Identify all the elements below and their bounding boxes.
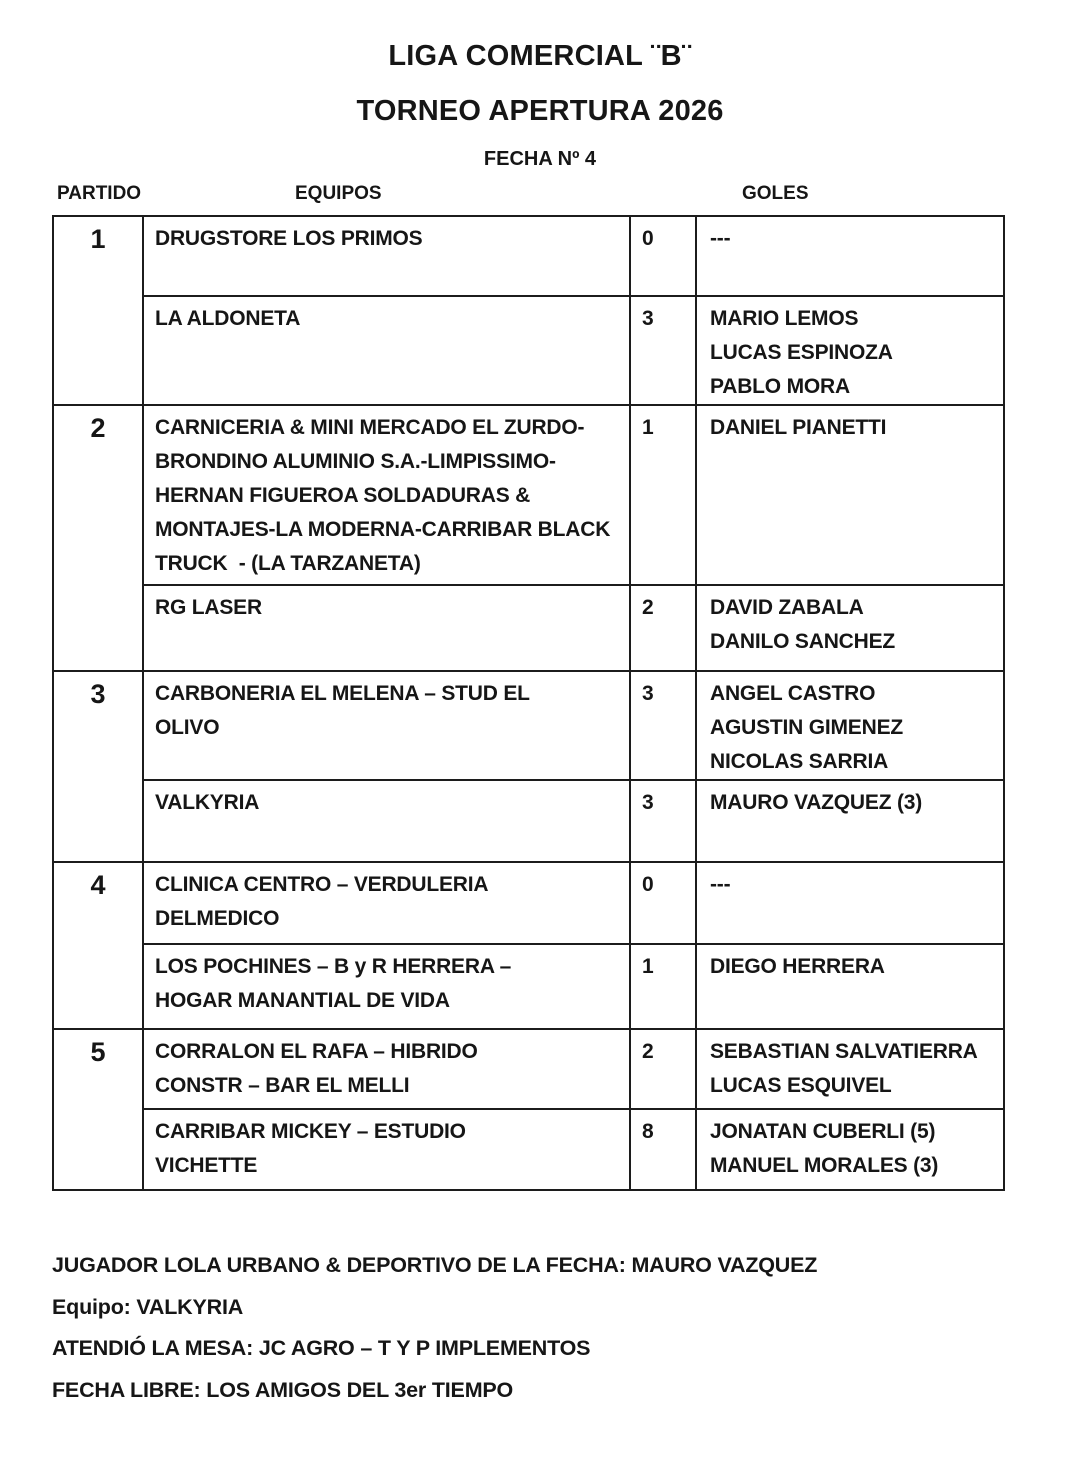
team-name-cell — [143, 585, 630, 671]
match-number: 1 — [53, 216, 143, 405]
results-sheet — [0, 40, 1080, 1457]
scorer-name: DANIEL PIANETTI — [710, 416, 887, 439]
team-name-line: MONTAJES-LA MODERNA-CARRIBAR BLACK — [155, 518, 611, 541]
scorer-name: PABLO MORA — [710, 375, 850, 398]
team-name-line: CLINICA CENTRO – VERDULERIA — [155, 873, 489, 896]
score-cell: 3 — [630, 780, 696, 862]
match-2-row-2 — [53, 585, 1004, 671]
team-name-line: RG LASER — [155, 596, 262, 619]
score-cell: 1 — [630, 405, 696, 585]
team-name-line: BRONDINO ALUMINIO S.A.-LIMPISSIMO- — [155, 450, 556, 473]
scorer-name: ANGEL CASTRO — [710, 682, 876, 705]
match-4-row-1 — [53, 862, 1004, 944]
match-number: 4 — [53, 862, 143, 1029]
team-name-line: HOGAR MANANTIAL DE VIDA — [155, 989, 450, 1012]
team-name-cell — [143, 671, 630, 780]
scorer-name: MARIO LEMOS — [710, 307, 859, 330]
match-5-row-1 — [53, 1029, 1004, 1109]
footer-notes — [52, 1245, 1080, 1411]
match-3-row-1 — [53, 671, 1004, 780]
match-number: 5 — [53, 1029, 143, 1190]
column-header-equipos: EQUIPOS — [295, 183, 382, 204]
scorer-name: DAVID ZABALA — [710, 596, 864, 619]
team-name-cell — [143, 944, 630, 1029]
scorer-name: SEBASTIAN SALVATIERRA — [710, 1040, 978, 1063]
scorers-cell — [696, 585, 1004, 671]
score-cell: 8 — [630, 1109, 696, 1190]
team-name-cell — [143, 1029, 630, 1109]
scorers-cell — [696, 405, 1004, 585]
league-title: LIGA COMERCIAL ¨B¨ — [388, 40, 692, 72]
team-name-line: VALKYRIA — [155, 791, 260, 814]
team-name-line: DRUGSTORE LOS PRIMOS — [155, 227, 423, 250]
match-2-row-1 — [53, 405, 1004, 585]
player-team-line: Equipo: VALKYRIA — [52, 1294, 244, 1319]
scorers-cell — [696, 944, 1004, 1029]
match-number: 3 — [53, 671, 143, 862]
scorer-name: DIEGO HERRERA — [710, 955, 885, 978]
team-name-cell — [143, 405, 630, 585]
match-4-row-2 — [53, 944, 1004, 1029]
team-name-cell — [143, 216, 630, 296]
score-cell: 3 — [630, 296, 696, 405]
score-cell: 2 — [630, 585, 696, 671]
team-name-line: CARBONERIA EL MELENA – STUD EL — [155, 682, 530, 705]
tournament-subtitle: TORNEO APERTURA 2026 — [356, 95, 724, 127]
match-5-row-2 — [53, 1109, 1004, 1190]
team-name-line: DELMEDICO — [155, 907, 280, 930]
team-name-cell — [143, 780, 630, 862]
match-1-row-1 — [53, 216, 1004, 296]
player-of-matchday-line: JUGADOR LOLA URBANO & DEPORTIVO DE LA FECHA: MAURO VAZQUEZ — [52, 1253, 818, 1277]
team-name-line: HERNAN FIGUEROA SOLDADURAS & — [155, 484, 531, 507]
results-table — [52, 215, 1005, 1191]
table-officials-line: ATENDIÓ LA MESA: JC AGRO – T Y P IMPLEMENTOS — [52, 1336, 591, 1360]
scorers-cell — [696, 671, 1004, 780]
scorer-name: AGUSTIN GIMENEZ — [710, 716, 904, 739]
match-number: 2 — [53, 405, 143, 671]
matchday-label: FECHA Nº 4 — [483, 148, 597, 170]
team-name-line: VICHETTE — [155, 1154, 258, 1177]
scorer-name: DANILO SANCHEZ — [710, 630, 896, 653]
team-name-line: CARNICERIA & MINI MERCADO EL ZURDO- — [155, 416, 585, 439]
scorer-name: --- — [710, 227, 731, 250]
scorer-name: MAURO VAZQUEZ (3) — [710, 791, 923, 814]
team-name-line: OLIVO — [155, 716, 220, 739]
team-name-line: LA ALDONETA — [155, 307, 301, 330]
score-cell: 3 — [630, 671, 696, 780]
scorers-cell — [696, 780, 1004, 862]
team-name-line: CONSTR – BAR EL MELLI — [155, 1074, 410, 1097]
score-cell: 0 — [630, 216, 696, 296]
match-1-row-2 — [53, 296, 1004, 405]
scorer-name: --- — [710, 873, 731, 896]
score-cell: 2 — [630, 1029, 696, 1109]
team-name-line: CORRALON EL RAFA – HIBRIDO — [155, 1040, 478, 1063]
team-name-line: LOS POCHINES – B y R HERRERA – — [155, 955, 512, 978]
scorers-cell — [696, 1109, 1004, 1190]
match-3-row-2 — [53, 780, 1004, 862]
scorers-cell — [696, 296, 1004, 405]
scorer-name: LUCAS ESPINOZA — [710, 341, 893, 364]
scorer-name: JONATAN CUBERLI (5) — [710, 1120, 936, 1143]
column-header-partido: PARTIDO — [57, 183, 142, 204]
table-column-headers — [0, 183, 1080, 207]
scorer-name: LUCAS ESQUIVEL — [710, 1074, 892, 1097]
scorer-name: NICOLAS SARRIA — [710, 750, 889, 773]
team-name-cell — [143, 1109, 630, 1190]
score-cell: 0 — [630, 862, 696, 944]
team-name-cell — [143, 296, 630, 405]
scorers-cell — [696, 216, 1004, 296]
scorer-name: MANUEL MORALES (3) — [710, 1154, 939, 1177]
team-name-cell — [143, 862, 630, 944]
score-cell: 1 — [630, 944, 696, 1029]
team-name-line: TRUCK - (LA TARZANETA) — [155, 552, 421, 575]
scorers-cell — [696, 1029, 1004, 1109]
scorers-cell — [696, 862, 1004, 944]
team-name-line: CARRIBAR MICKEY – ESTUDIO — [155, 1120, 466, 1143]
column-header-goles: GOLES — [742, 183, 809, 204]
bye-team-line: FECHA LIBRE: LOS AMIGOS DEL 3er TIEMPO — [52, 1377, 514, 1402]
